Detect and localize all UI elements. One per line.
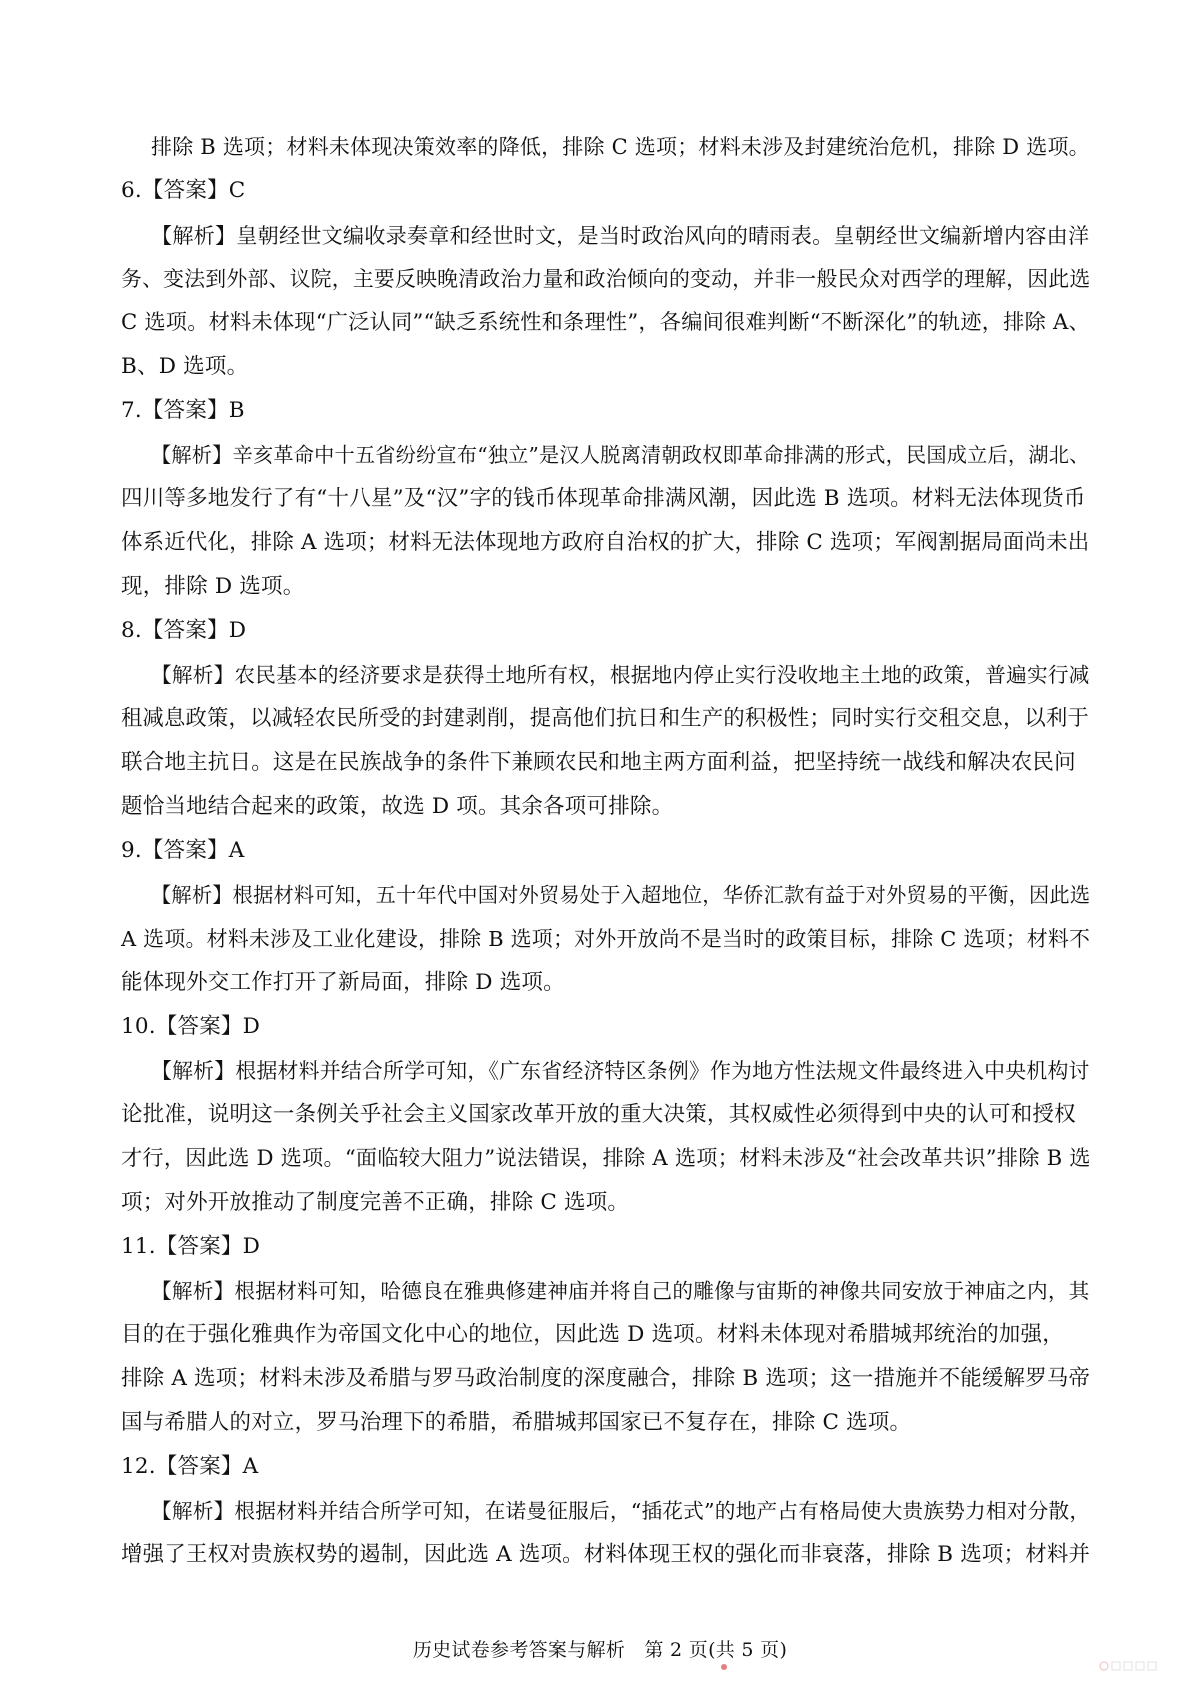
text-line: 才行，因此选 D 选项。“面临较大阻力”说法错误，排除 A 选项；材料未涉及“社会改革共识”排除 B 选 xyxy=(121,1146,1091,1171)
text-line: 现，排除 D 选项。 xyxy=(121,574,305,599)
text-line: 目的在于强化雅典作为帝国文化中心的地位，因此选 D 选项。材料未体现对希腊城邦统治的加强， xyxy=(121,1322,1064,1347)
text-line: 四川等多地发行了有“十八星”及“汉”字的钱币体现革命排满风潮，因此选 B 选项。材料无法体现货币 xyxy=(121,486,1086,511)
answer-heading-6: 6.【答案】C xyxy=(121,178,246,203)
text-line: C 选项。材料未体现“广泛认同”“缺乏系统性和条理性”，各编间很难判断“不断深化”的轨迹，排除 A、 xyxy=(121,310,1090,335)
answer-heading-7: 7.【答案】B xyxy=(121,398,245,423)
text-line: B、D 选项。 xyxy=(121,354,249,379)
text-line: 【解析】根据材料并结合所学可知，在诺曼征服后，“插花式”的地产占有格局使大贵族势力相对分散， xyxy=(151,1499,1091,1523)
answer-heading-10: 10.【答案】D xyxy=(121,1014,261,1039)
text-line: 能体现外交工作打开了新局面，排除 D 选项。 xyxy=(121,970,565,995)
text-line: 务、变法到外部、议院，主要反映晚清政治力量和政治倾向的变动，并非一般民众对西学的理解，因此选 xyxy=(121,267,1091,291)
text-line: 【解析】根据材料可知，哈德良在雅典修建神庙并将自己的雕像与宙斯的神像共同安放于神庙之内，其 xyxy=(151,1279,1090,1303)
text-line: 排除 A 选项；材料未涉及希腊与罗马政治制度的深度融合，排除 B 选项；这一措施并不能缓解罗马帝 xyxy=(121,1366,1091,1391)
text-line: 【解析】根据材料可知，五十年代中国对外贸易处于入超地位，华侨汇款有益于对外贸易的平衡，因此选 xyxy=(151,883,1091,907)
text-line: 租减息政策，以减轻农民所受的封建剥削，提高他们抗日和生产的积极性；同时实行交租交息，以利于 xyxy=(121,706,1090,731)
text-line: 体系近代化，排除 A 选项；材料无法体现地方政府自治权的扩大，排除 C 选项；军阀割据局面尚未出 xyxy=(121,530,1090,555)
text-line: 国与希腊人的对立，罗马治理下的希腊，希腊城邦国家已不复存在，排除 C 选项。 xyxy=(121,1410,912,1435)
text-line: 【解析】皇朝经世文编收录奏章和经世时文，是当时政治风向的晴雨表。皇朝经世文编新增内容由洋 xyxy=(151,223,1090,248)
page-footer: 历史试卷参考答案与解析 第 2 页(共 5 页) xyxy=(412,1639,788,1661)
answer-heading-8: 8.【答案】D xyxy=(121,618,247,643)
answer-heading-12: 12.【答案】A xyxy=(121,1454,259,1479)
text-line: 【解析】辛亥革命中十五省纷纷宣布“独立”是汉人脱离清朝政权即革命排满的形式，民国成立后，湖北、 xyxy=(151,443,1090,467)
text-line: 排除 B 选项；材料未体现决策效率的降低，排除 C 选项；材料未涉及封建统治危机，排除 D 选项。 xyxy=(151,134,1090,159)
text-line: 【解析】根据材料并结合所学可知，《广东省经济特区条例》作为地方性法规文件最终进入中央机构讨 xyxy=(151,1059,1090,1083)
text-line: 【解析】农民基本的经济要求是获得土地所有权，根据地内停止实行没收地主土地的政策，普遍实行减 xyxy=(151,663,1090,687)
watermark-logo-icon xyxy=(1098,1655,1158,1677)
text-line: 论批准，说明这一条例关乎社会主义国家改革开放的重大决策，其权威性必须得到中央的认可和授权 xyxy=(121,1102,1076,1127)
red-mark-icon xyxy=(721,1664,727,1670)
text-line: 增强了王权对贵族权势的遏制，因此选 A 选项。材料体现王权的强化而非衰落，排除 B 选项；材料并 xyxy=(121,1542,1091,1567)
text-line: 联合地主抗日。这是在民族战争的条件下兼顾农民和地主两方面利益，把坚持统一战线和解决农民问 xyxy=(121,750,1076,775)
text-line: A 选项。材料未涉及工业化建设，排除 B 选项；对外开放尚不是当时的政策目标，排除 C 选项；材料不 xyxy=(121,927,1091,951)
answer-heading-11: 11.【答案】D xyxy=(121,1234,261,1259)
text-line: 项；对外开放推动了制度完善不正确，排除 C 选项。 xyxy=(121,1190,630,1215)
answer-heading-9: 9.【答案】A xyxy=(121,838,245,863)
text-line: 题恰当地结合起来的政策，故选 D 项。其余各项可排除。 xyxy=(121,794,674,819)
